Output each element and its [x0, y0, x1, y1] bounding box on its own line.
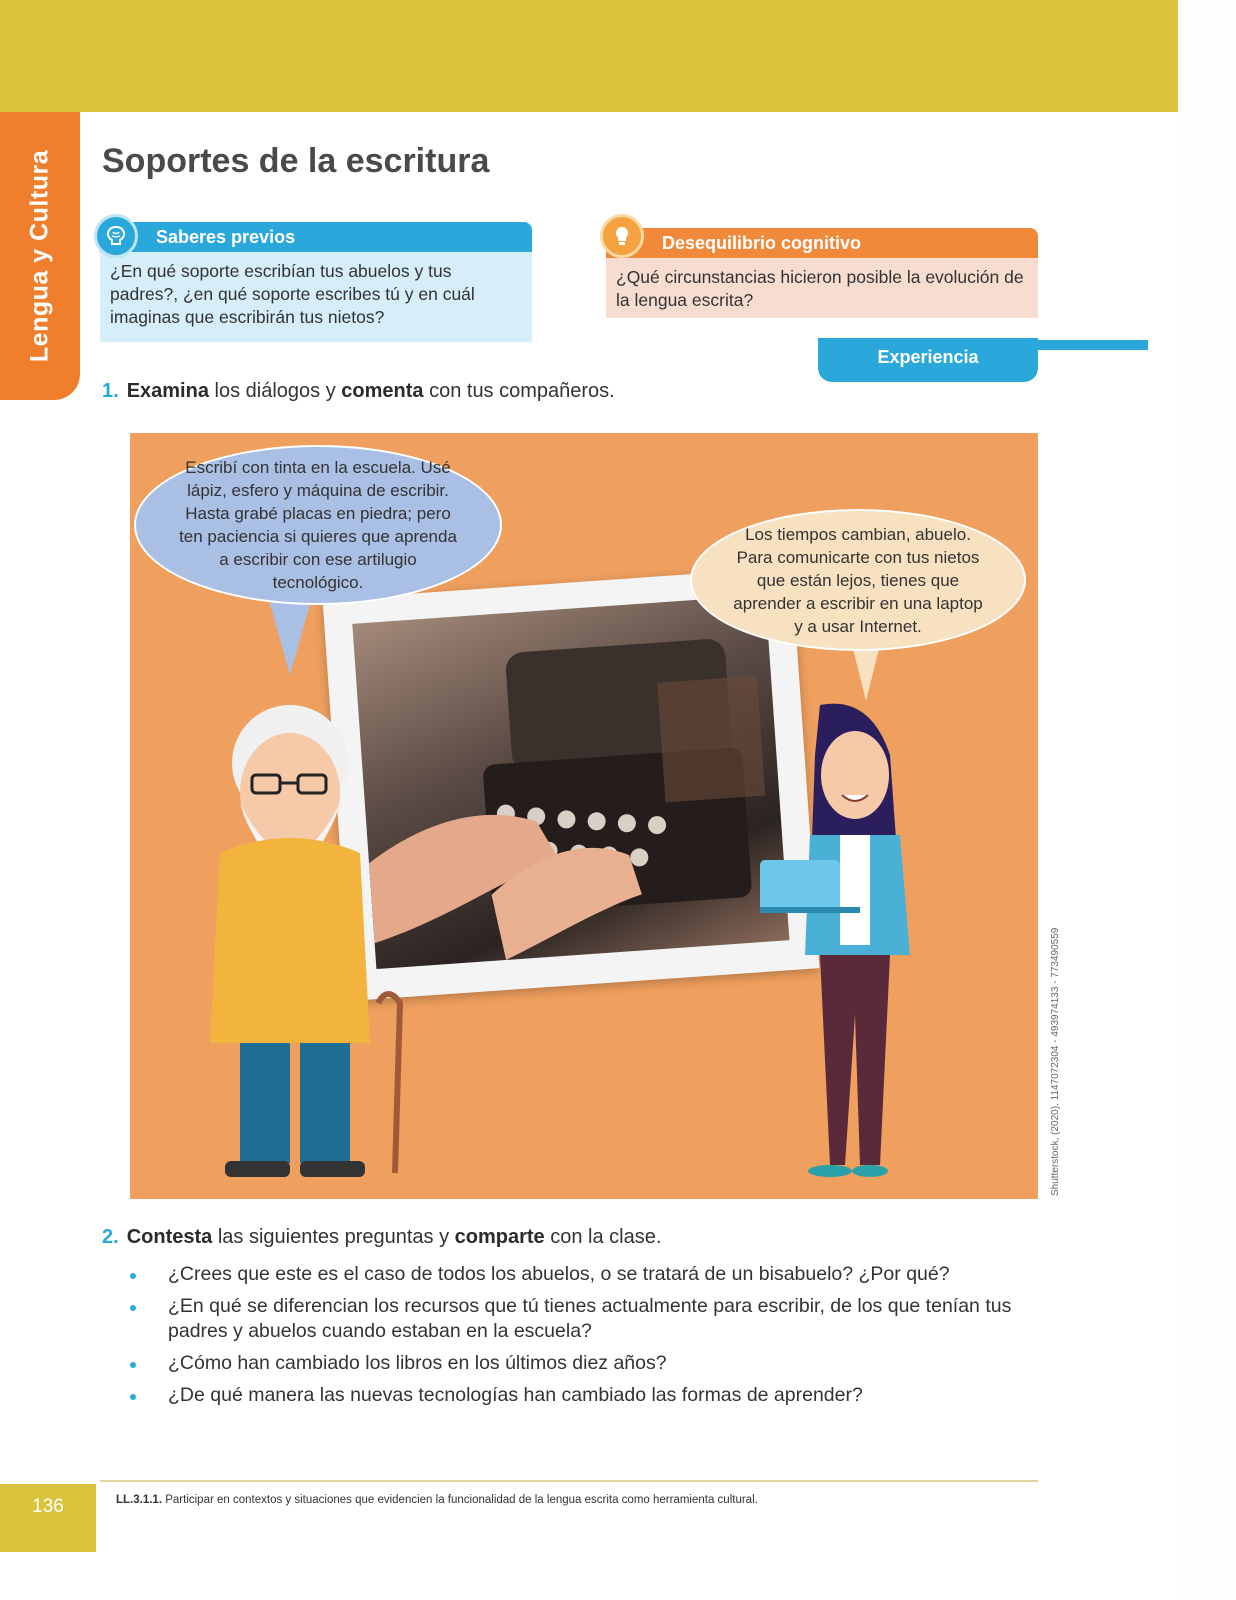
desequilibrio-cognitivo-box — [606, 228, 1038, 320]
lightbulb-icon — [600, 214, 644, 258]
activity-2-number: 2. — [102, 1226, 119, 1248]
activity-1-mid: los diálogos y — [214, 380, 336, 402]
girl-dialogue: Los tiempos cambian, abuelo. Para comunicarte con tus nietos que están lejos, tienes que aprender a escribir en una laptop y a usar Internet. — [733, 524, 983, 636]
image-credit: Shutterstock, (2020). 1147072304 - 493974133 - 773490559 — [1050, 927, 1061, 1196]
page-title: Soportes de la escritura — [102, 142, 490, 180]
page-edge — [1178, 0, 1236, 1600]
activity-2 — [102, 1226, 661, 1249]
activity-2-rest: con la clase. — [550, 1226, 662, 1248]
page-number: 136 — [32, 1496, 64, 1517]
activity-2-mid: las siguientes preguntas y — [217, 1226, 450, 1248]
saberes-previos-title: Saberes previos — [100, 222, 532, 252]
list-item: ¿De qué manera las nuevas tecnologías han cambiado las formas de aprender? — [124, 1383, 1054, 1408]
activity-1-verb2: comenta — [341, 380, 424, 402]
dialogue-illustration — [130, 433, 1038, 1199]
activity-1-verb1: Examina — [126, 380, 209, 402]
top-color-band — [0, 0, 1178, 112]
footer-code: LL.3.1.1. — [116, 1494, 163, 1506]
page-number-box — [0, 1484, 96, 1552]
activity-1-rest: con tus compañeros. — [429, 380, 615, 402]
list-item: ¿En qué se diferencian los recursos que tú tienes actualmente para escribir, de los que tenían tus padres y abuelos cuando estaban en la escuela? — [124, 1294, 1054, 1344]
grandfather-figure — [200, 683, 440, 1183]
desequilibrio-title: Desequilibrio cognitivo — [606, 228, 1038, 258]
speech-bubble-grandfather — [134, 445, 502, 605]
activity-1-number: 1. — [102, 380, 119, 402]
side-tab-label: Lengua y Cultura — [25, 149, 54, 363]
grandfather-dialogue: Escribí con tinta en la escuela. Usé lápiz, esfero y máquina de escribir. Hasta grabé placas en piedra; pero ten paciencia si quieres que aprenda a escribir con ese artilugio tecnológico. — [179, 458, 457, 592]
experiencia-tab: Experiencia — [818, 338, 1038, 382]
footer-divider — [100, 1480, 1038, 1482]
list-item: ¿Cómo han cambiado los libros en los últimos diez años? — [124, 1351, 1054, 1376]
activity-1 — [102, 380, 615, 403]
desequilibrio-text: ¿Qué circunstancias hicieron posible la evolución de la lengua escrita? — [606, 258, 1038, 318]
saberes-previos-text: ¿En qué soporte escribían tus abuelos y tus padres?, ¿en qué soporte escribes tú y en cuál imaginas que escribirán tus nietos? — [100, 252, 532, 342]
question-list — [124, 1262, 1054, 1415]
list-item: ¿Crees que este es el caso de todos los abuelos, o se tratará de un bisabuelo? ¿Por qué? — [124, 1262, 1054, 1287]
girl-figure — [750, 695, 940, 1195]
speech-bubble-right-tail — [852, 645, 880, 701]
footer-description: Participar en contextos y situaciones que evidencien la funcionalidad de la lengua escrita como herramienta cultural. — [165, 1494, 758, 1506]
speech-bubble-left-tail — [268, 597, 312, 675]
footer-objective — [116, 1494, 758, 1506]
speech-bubble-girl — [690, 509, 1026, 651]
activity-2-verb1: Contesta — [126, 1226, 213, 1248]
section-divider-line — [1036, 340, 1148, 350]
saberes-previos-box — [100, 222, 532, 342]
brain-icon — [94, 214, 138, 258]
activity-2-verb2: comparte — [454, 1226, 545, 1248]
